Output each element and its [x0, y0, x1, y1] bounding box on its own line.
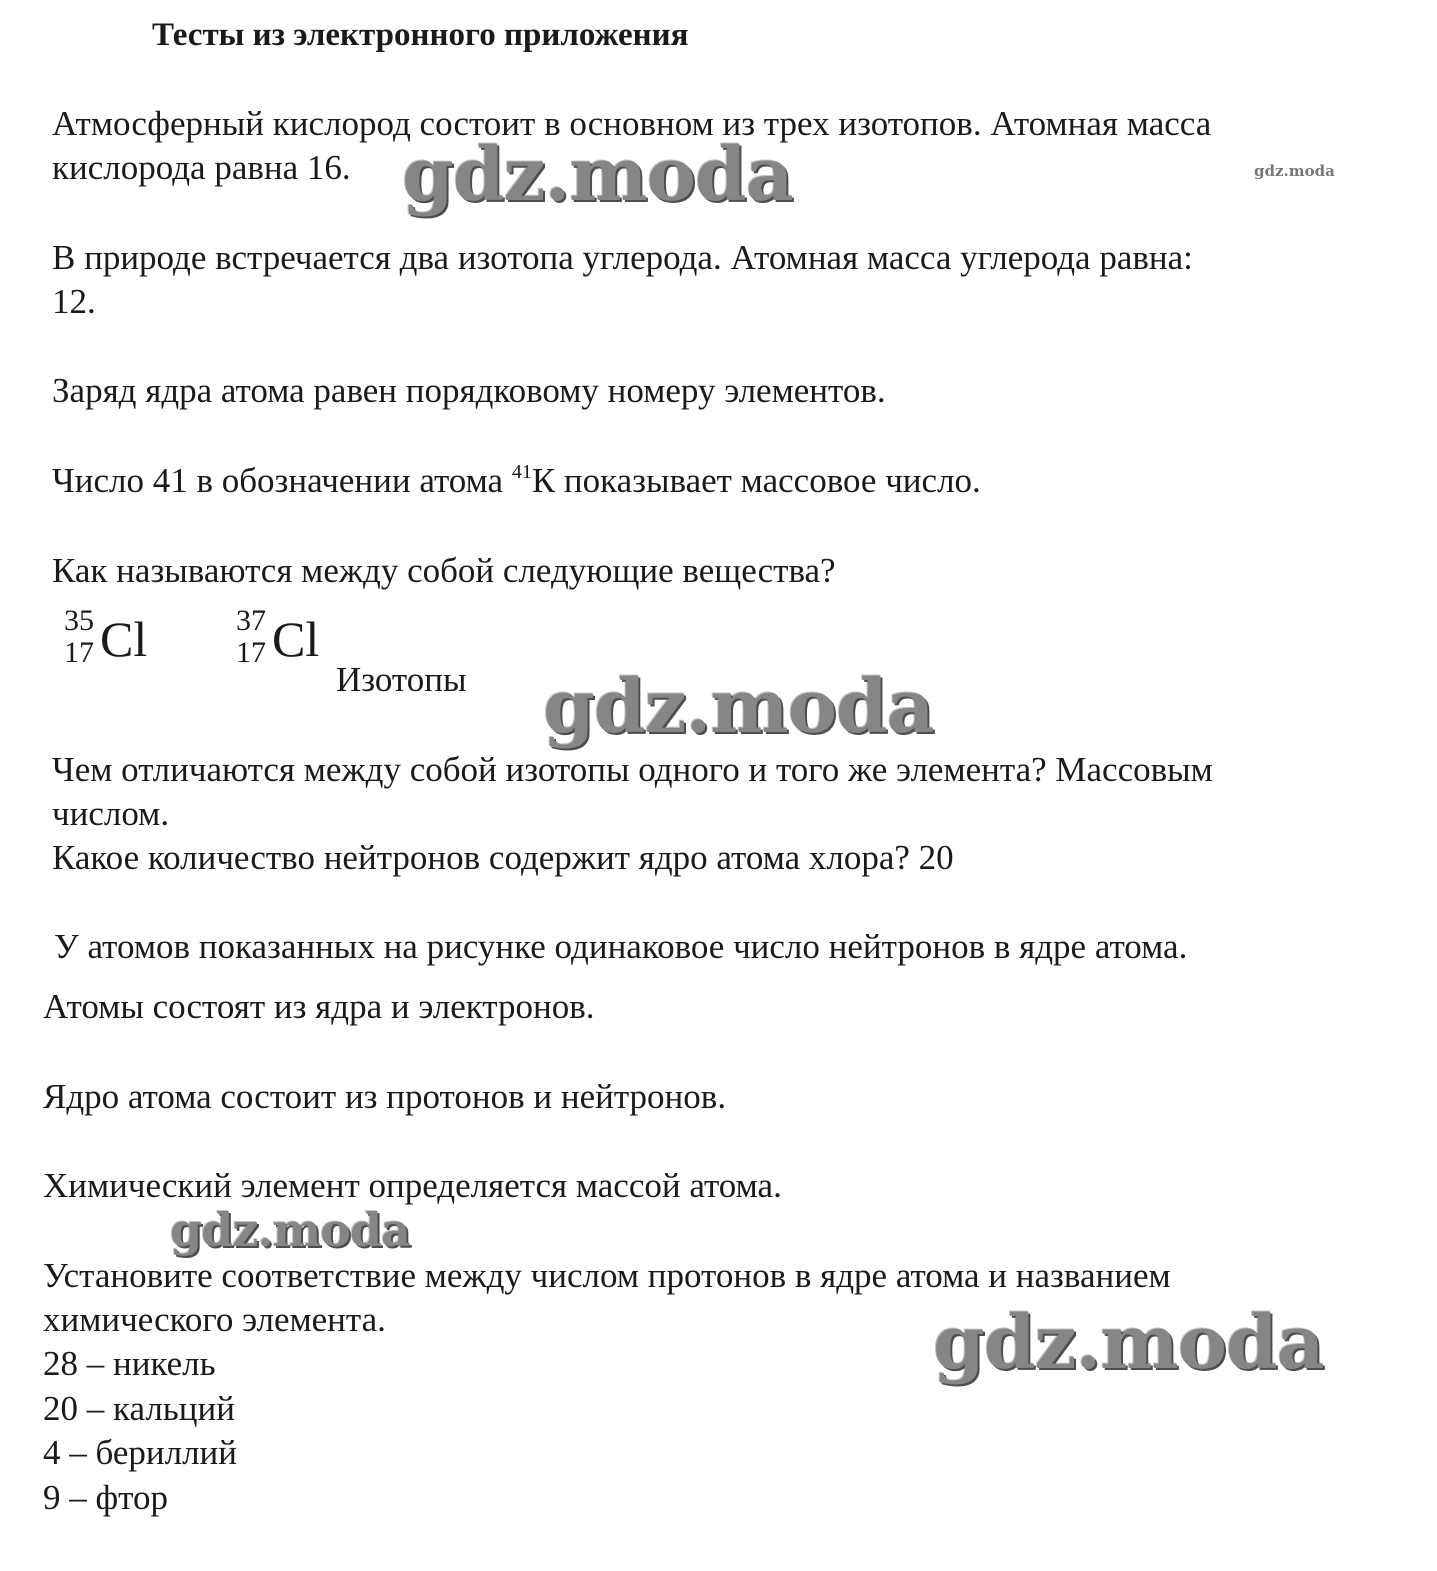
watermark: gdz.moda [170, 1203, 410, 1257]
question-11: Химический элемент определяется массой атома. [43, 1166, 782, 1205]
question-12-line-1: Установите соответствие между числом протонов в ядре атома и названием [43, 1256, 1171, 1295]
watermark-small: gdz.moda [1254, 162, 1335, 180]
nuclide-1-z: 17 [64, 636, 94, 669]
question-10: Ядро атома состоит из протонов и нейтронов. [43, 1077, 727, 1116]
question-8: У атомов показанных на рисунке одинаковое число нейтронов в ядре атома. [54, 927, 1188, 966]
question-7: Какое количество нейтронов содержит ядро атома хлора? 20 [52, 838, 954, 877]
question-4-after: К показывает массовое число. [531, 461, 981, 500]
question-1-line-1: Атмосферный кислород состоит в основном из трех изотопов. Атомная масса [52, 104, 1212, 143]
question-2-line-1: В природе встречается два изотопа углерода. Атомная масса углерода равна: [52, 238, 1193, 277]
question-2-line-2: 12. [52, 282, 96, 321]
nuclide-2-mass: 37 [236, 604, 266, 637]
question-5-answer: Изотопы [336, 660, 467, 699]
question-4-before: Число 41 в обозначении атома [52, 461, 512, 500]
question-6-line-1: Чем отличаются между собой изотопы одного и того же элемента? Массовым [52, 750, 1213, 789]
page-title: Тесты из электронного приложения [152, 17, 689, 53]
question-5: Как называются между собой следующие вещества? [52, 551, 836, 590]
question-6-line-2: числом. [52, 794, 170, 833]
match-item: 20 – кальций [43, 1389, 235, 1428]
nuclide-2-z: 17 [236, 636, 266, 669]
question-9: Атомы состоят из ядра и электронов. [43, 987, 595, 1026]
question-12-line-2: химического элемента. [43, 1300, 386, 1339]
watermark: gdz.moda [933, 1300, 1324, 1386]
question-3: Заряд ядра атома равен порядковому номеру элементов. [52, 371, 886, 410]
match-item: 28 – никель [43, 1344, 216, 1383]
nuclide-1-mass: 35 [64, 604, 94, 637]
question-4 [52, 459, 981, 503]
watermark: gdz.moda [402, 132, 793, 218]
question-4-superscript: 41 [511, 461, 532, 483]
nuclide-1-symbol: Cl [100, 611, 148, 667]
watermark: gdz.moda [543, 664, 934, 750]
question-1-line-2: кислорода равна 16. [52, 148, 351, 187]
nuclide-2-symbol: Cl [272, 611, 320, 667]
match-item: 9 – фтор [43, 1478, 169, 1517]
match-item: 4 – бериллий [43, 1433, 238, 1472]
